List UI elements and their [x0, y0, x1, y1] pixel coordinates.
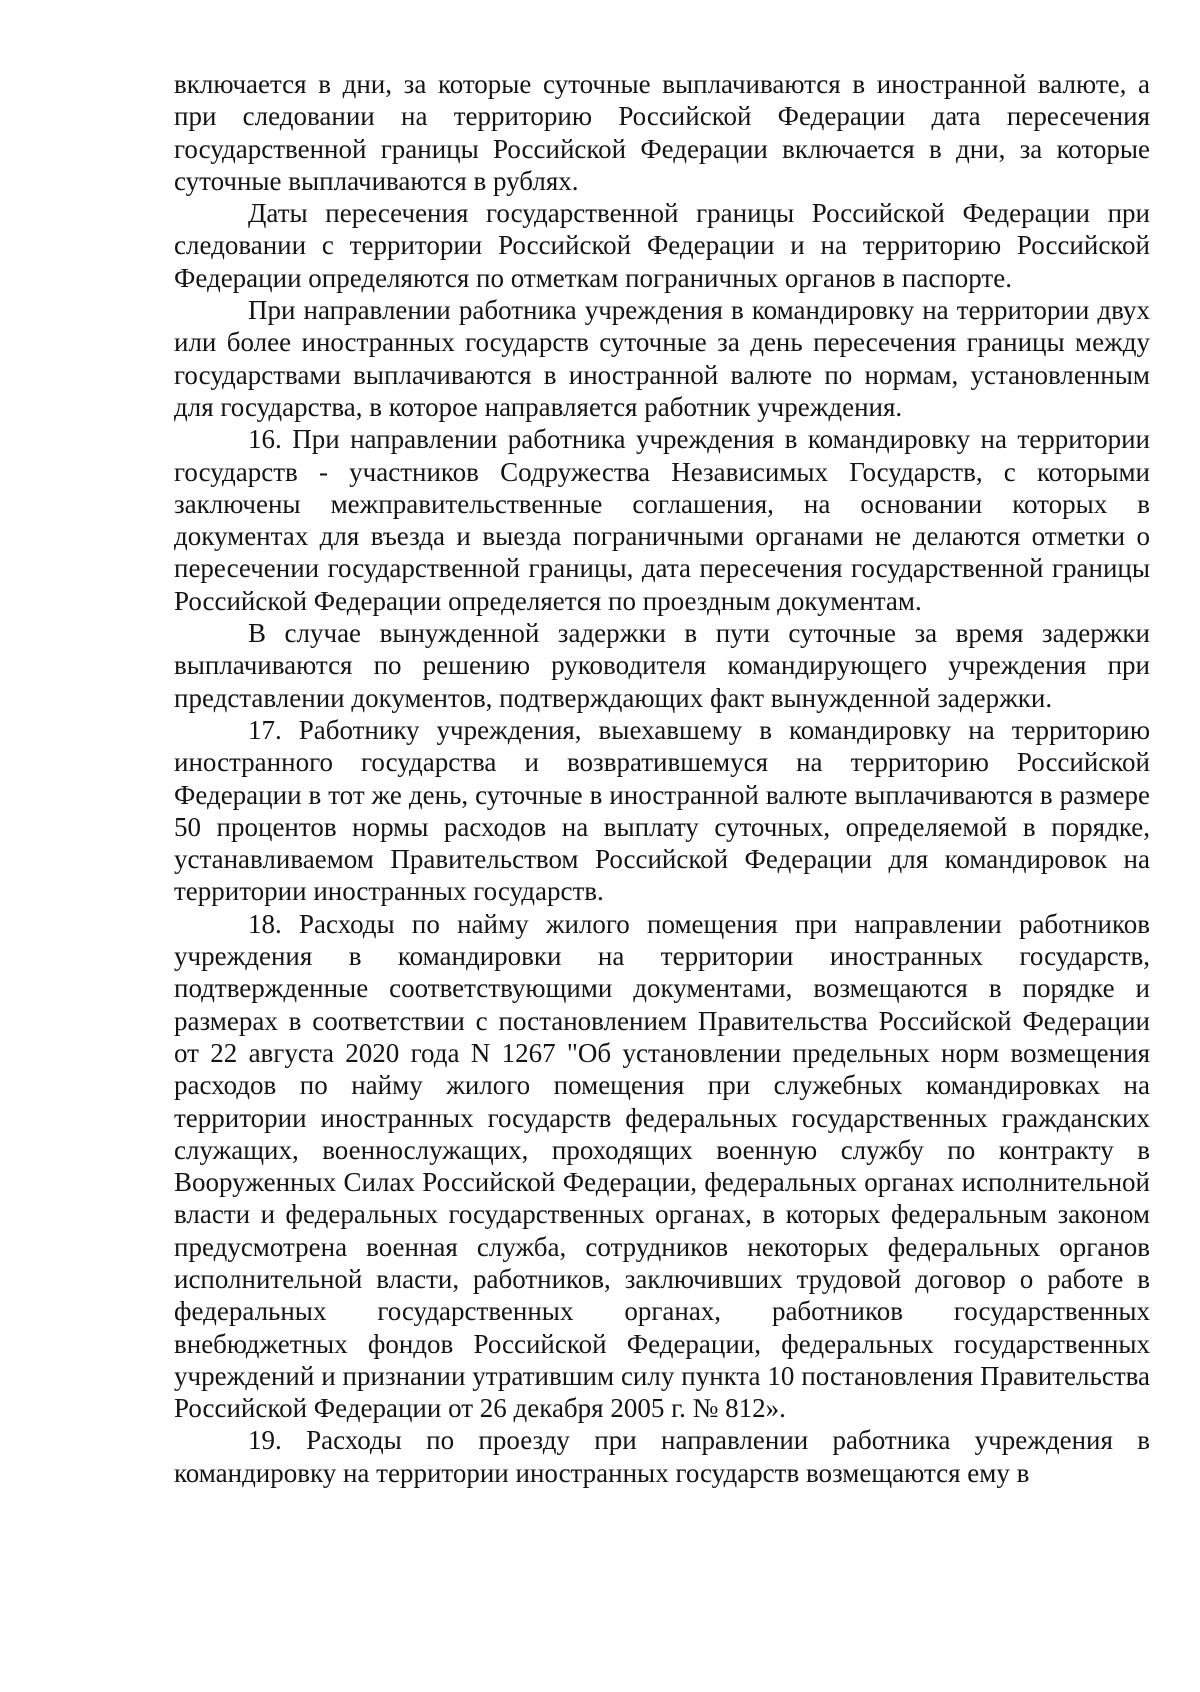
paragraph-clause-17: 17. Работнику учреждения, выехавшему в командировку на территорию иностранного государства и возвратившемуся на территорию Российской Федерации в тот же день, суточные в иностранной валюте выплачиваются в размере 50 процентов нормы расходов на выплату суточных, определяемой в порядке, устанавливаемом Правительством Российской Федерации для командировок на территории иностранных государств. — [174, 714, 1150, 907]
paragraph-border-crossing-dates: Даты пересечения государственной границы Российской Федерации при следовании с территории Российской Федерации и на территорию Российской Федерации определяются по отметкам пограничных органов в паспорте. — [174, 198, 1150, 293]
paragraph-continuation: включается в дни, за которые суточные выплачиваются в иностранной валюте, а при следовании на территорию Российской Федерации дата пересечения государственной границы Российской Федерации включается в дни, за которые суточные выплачиваются в рублях. — [174, 69, 1150, 196]
paragraph-clause-16: 16. При направлении работника учреждения в командировку на территории государств - участников Содружества Независимых Государств, с которыми заключены межправительственные соглашения, на основании которых в документах для въезда и выезда пограничными органами не делаются отметки о пересечении государственной границы, дата пересечения государственной границы Российской Федерации определяется по проездным документам. — [174, 424, 1150, 616]
paragraph-multiple-states: При направлении работника учреждения в командировку на территории двух или более иностранных государств суточные за день пересечения границы между государствами выплачиваются в иностранной валюте по нормам, установленным для государства, в которое направляется работник учреждения. — [174, 295, 1150, 422]
paragraph-forced-delay: В случае вынужденной задержки в пути суточные за время задержки выплачиваются по решению руководителя командирующего учреждения при представлении документов, подтверждающих факт вынужденной задержки. — [174, 618, 1150, 713]
paragraph-clause-18: 18. Расходы по найму жилого помещения при направлении работников учреждения в командировки на территории иностранных государств, подтвержденные соответствующими документами, возмещаются в порядке и размерах в соответствии с постановлением Правительства Российской Федерации от 22 августа 2020 года N 1267 "Об установлении предельных норм возмещения расходов по найму жилого помещения при служебных командировках на территории иностранных государств федеральных государственных гражданских служащих, военнослужащих, проходящих военную службу по контракту в Вооруженных Силах Российской Федерации, федеральных органах исполнительной власти и федеральных государственных органах, в которых федеральным законом предусмотрена военная служба, сотрудников некоторых федеральных органов исполнительной власти, работников, заключивших трудовой договор о работе в федеральных государственных органах, работников государственных внебюджетных фондов Российской Федерации, федеральных государственных учреждений и признании утратившим силу пункта 10 постановления Правительства Российской Федерации от 26 декабря 2005 г. № 812». — [174, 908, 1150, 1424]
document-page — [174, 68, 1150, 1489]
paragraph-clause-19: 19. Расходы по проезду при направлении работника учреждения в командировку на территории иностранных государств возмещаются ему в — [174, 1425, 1150, 1488]
